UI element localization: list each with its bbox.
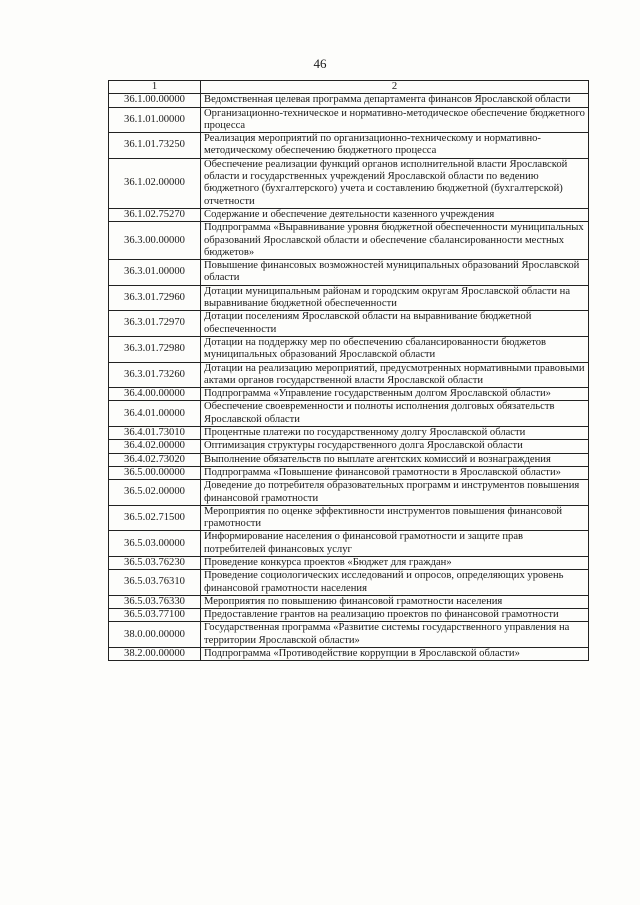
row-name: Государственная программа «Развитие системы государственного управления на территории Ярославской области» — [201, 622, 589, 648]
row-name: Мероприятия по повышению финансовой грамотности населения — [201, 595, 589, 608]
row-name: Обеспечение реализации функций органов исполнительной власти Ярославской области и государственных учреждений Ярославской области по ведению бюджетного (бухгалтерского) учета и составлению бюджетной (бухгалтерской) отчетности — [201, 158, 589, 208]
row-code: 36.3.01.73260 — [109, 362, 201, 388]
row-name: Проведение социологических исследований и опросов, определяющих уровень финансовой грамотности населения — [201, 570, 589, 596]
row-name: Доведение до потребителя образовательных программ и инструментов повышения финансовой грамотности — [201, 480, 589, 506]
row-name: Дотации поселениям Ярославской области на выравнивание бюджетной обеспеченности — [201, 311, 589, 337]
row-name: Реализация мероприятий по организационно-техническому и нормативно-методическому обеспечению бюджетного процесса — [201, 133, 589, 159]
table-row — [109, 401, 589, 427]
row-code: 36.5.03.76230 — [109, 556, 201, 569]
table-row — [109, 427, 589, 440]
table-row — [109, 480, 589, 506]
row-code: 36.3.01.72980 — [109, 336, 201, 362]
table-row — [109, 440, 589, 453]
row-name: Проведение конкурса проектов «Бюджет для граждан» — [201, 556, 589, 569]
row-code: 36.5.03.77100 — [109, 609, 201, 622]
row-name: Подпрограмма «Управление государственным долгом Ярославской области» — [201, 388, 589, 401]
row-code: 36.1.00.00000 — [109, 94, 201, 107]
table-row — [109, 622, 589, 648]
row-code: 36.5.03.76330 — [109, 595, 201, 608]
row-code: 38.2.00.00000 — [109, 648, 201, 661]
row-name: Предоставление грантов на реализацию проектов по финансовой грамотности — [201, 609, 589, 622]
row-code: 36.1.02.00000 — [109, 158, 201, 208]
table-row — [109, 648, 589, 661]
table-row — [109, 260, 589, 286]
row-name: Содержание и обеспечение деятельности казенного учреждения — [201, 208, 589, 221]
row-code: 36.4.00.00000 — [109, 388, 201, 401]
table-row — [109, 362, 589, 388]
row-name: Ведомственная целевая программа департамента финансов Ярославской области — [201, 94, 589, 107]
table-row — [109, 505, 589, 531]
table-row — [109, 94, 589, 107]
table-row — [109, 453, 589, 466]
row-code: 36.5.03.76310 — [109, 570, 201, 596]
row-name: Информирование населения о финансовой грамотности и защите прав потребителей финансовых услуг — [201, 531, 589, 557]
table-row — [109, 133, 589, 159]
row-name: Организационно-техническое и нормативно-методическое обеспечение бюджетного процесса — [201, 107, 589, 133]
row-code: 36.1.02.75270 — [109, 208, 201, 221]
table-row — [109, 609, 589, 622]
column-header-code: 1 — [109, 81, 201, 94]
row-name: Подпрограмма «Противодействие коррупции в Ярославской области» — [201, 648, 589, 661]
row-code: 38.0.00.00000 — [109, 622, 201, 648]
row-code: 36.5.02.00000 — [109, 480, 201, 506]
row-name: Процентные платежи по государственному долгу Ярославской области — [201, 427, 589, 440]
row-code: 36.4.02.73020 — [109, 453, 201, 466]
row-code: 36.3.01.72970 — [109, 311, 201, 337]
row-name: Дотации на поддержку мер по обеспечению сбалансированности бюджетов муниципальных образований Ярославской области — [201, 336, 589, 362]
row-code: 36.5.02.71500 — [109, 505, 201, 531]
row-code: 36.4.02.00000 — [109, 440, 201, 453]
table-row — [109, 222, 589, 260]
row-name: Обеспечение своевременности и полноты исполнения долговых обязательств Ярославской области — [201, 401, 589, 427]
table-header-row — [109, 81, 589, 94]
row-name: Повышение финансовых возможностей муниципальных образований Ярославской области — [201, 260, 589, 286]
table-row — [109, 595, 589, 608]
table-row — [109, 158, 589, 208]
table-row — [109, 107, 589, 133]
row-code: 36.3.01.00000 — [109, 260, 201, 286]
table-row — [109, 336, 589, 362]
row-name: Дотации на реализацию мероприятий, предусмотренных нормативными правовыми актами органов государственной власти Ярославской области — [201, 362, 589, 388]
row-code: 36.3.00.00000 — [109, 222, 201, 260]
row-code: 36.5.00.00000 — [109, 466, 201, 479]
table-row — [109, 466, 589, 479]
row-name: Подпрограмма «Выравнивание уровня бюджетной обеспеченности муниципальных образований Ярославской области и обеспечение сбалансированности местных бюджетов» — [201, 222, 589, 260]
table-row — [109, 311, 589, 337]
table-row — [109, 570, 589, 596]
row-code: 36.4.01.00000 — [109, 401, 201, 427]
row-name: Оптимизация структуры государственного долга Ярославской области — [201, 440, 589, 453]
column-header-name: 2 — [201, 81, 589, 94]
table-row — [109, 556, 589, 569]
row-code: 36.5.03.00000 — [109, 531, 201, 557]
table-row — [109, 285, 589, 311]
row-code: 36.4.01.73010 — [109, 427, 201, 440]
table-row — [109, 531, 589, 557]
row-name: Дотации муниципальным районам и городским округам Ярославской области на выравнивание бюджетной обеспеченности — [201, 285, 589, 311]
row-code: 36.1.01.00000 — [109, 107, 201, 133]
row-code: 36.3.01.72960 — [109, 285, 201, 311]
row-code: 36.1.01.73250 — [109, 133, 201, 159]
table-row — [109, 388, 589, 401]
row-name: Мероприятия по оценке эффективности инструментов повышения финансовой грамотности — [201, 505, 589, 531]
page-number: 46 — [313, 56, 327, 71]
budget-classification-table — [108, 80, 589, 661]
row-name: Выполнение обязательств по выплате агентских комиссий и вознаграждения — [201, 453, 589, 466]
row-name: Подпрограмма «Повышение финансовой грамотности в Ярославской области» — [201, 466, 589, 479]
table-row — [109, 208, 589, 221]
